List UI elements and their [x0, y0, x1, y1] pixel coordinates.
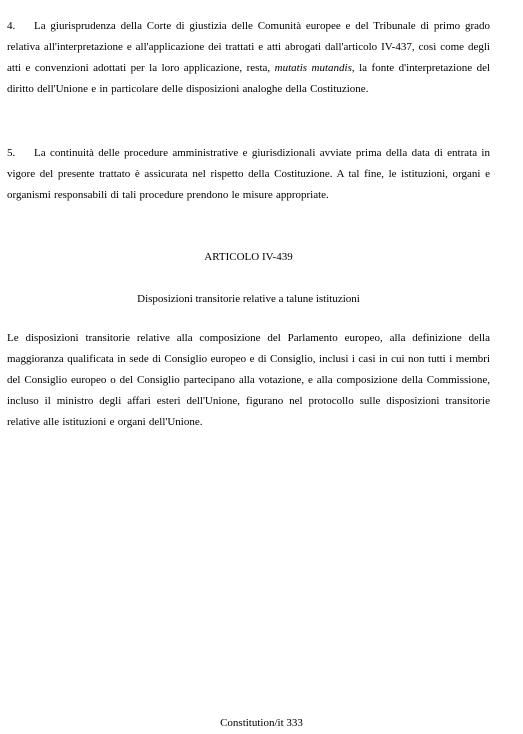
article-subtitle: Disposizioni transitorie relative a talune istituzioni	[137, 293, 360, 305]
paragraph-4-number: 4.	[7, 20, 16, 32]
page-footer: Constitution/it 333	[220, 717, 303, 729]
paragraph-4-text-start: La giurisprudenza della Corte di giustizia delle Comunità europee e del Tribunale di primo grado relativa all'interpretazione e all'applicazione dei trattati e atti abrogati dall'articolo IV-437, così come degli atti e convenzioni adottati per la loro applicazione, resta,	[7, 20, 490, 74]
paragraph-5-text: La continuità delle procedure amministrative e giurisdizionali avviate prima della data di entrata in vigore del presente trattato è assicurata nel rispetto della Costituzione. A tal fine, le istituzioni, organi e organismi responsabili di tali procedure prendono le misure appropriate.	[7, 147, 490, 201]
paragraph-4-italic-phrase: mutatis mutandis	[274, 62, 352, 74]
paragraph-5	[7, 143, 490, 206]
article-body: Le disposizioni transitorie relative alla composizione del Parlamento europeo, alla definizione della maggioranza qualificata in sede di Consiglio europeo e di Consiglio, inclusi i casi in cui non tutti i membri del Consiglio europeo o del Consiglio partecipano alla votazione, e alla composizione della Commissione, incluso il ministro degli affari esteri dell'Unione, figurano nel protocollo sulle disposizioni transitorie relative alle istituzioni e organi dell'Unione.	[7, 332, 490, 428]
paragraph-4-text-end: , la fonte d'interpretazione del diritto dell'Unione e in particolare delle disposizioni analoghe della Costituzione.	[7, 62, 491, 95]
paragraph-5-number: 5.	[7, 147, 16, 159]
paragraph-4	[7, 16, 490, 100]
article-title: ARTICOLO IV-439	[204, 251, 293, 263]
